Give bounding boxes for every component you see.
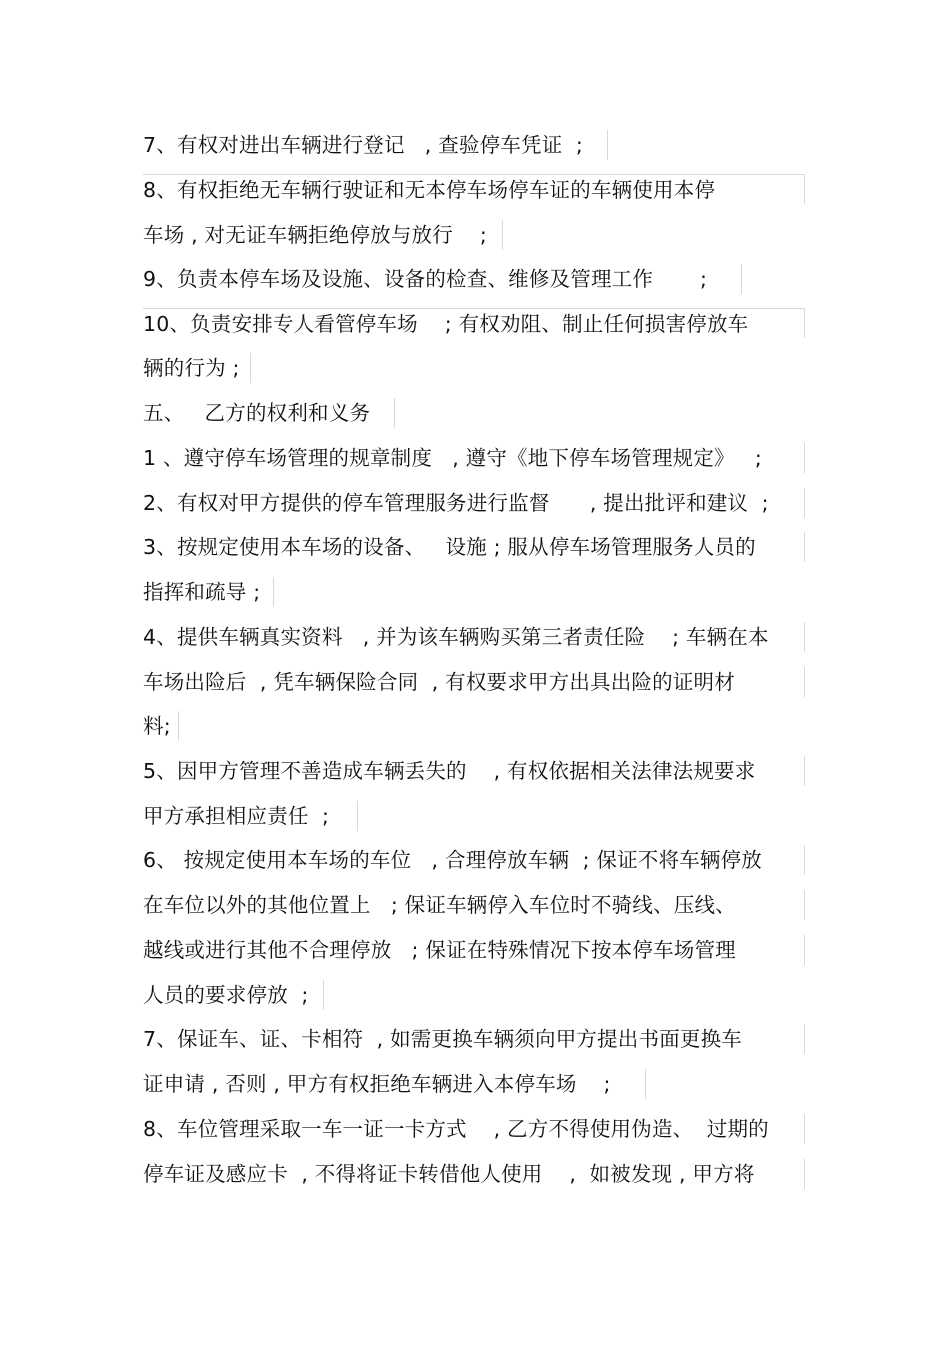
text-line: 车场出险后 , 凭车辆保险合同 , 有权要求甲方出具出险的证明材 [143,670,735,694]
cell-border [323,980,324,1010]
text-line: 6、 按规定使用本车场的车位 , 合理停放车辆 ; 保证不将车辆停放 [143,848,762,872]
text-line: 停车证及感应卡 , 不得将证卡转借他人使用 , 如被发现 , 甲方将 [143,1162,755,1186]
section-heading: 五、 乙方的权利和义务 [143,401,371,425]
cell-border [645,1069,646,1099]
text-line: 5、因甲方管理不善造成车辆丢失的 , 有权依据相关法律法规要求 [143,759,756,783]
text-line: 越线或进行其他不合理停放 ; 保证在特殊情况下按本停车场管理 [143,938,736,962]
text-line: 9、负责本停车场及设施、设备的检查、维修及管理工作 ; [143,267,708,291]
cell-border [804,532,805,562]
text-line: 3、按规定使用本车场的设备、 设施 ; 服从停车场管理服务人员的 [143,535,756,559]
text-line: 辆的行为 ; [143,356,240,380]
cell-border [804,1024,805,1054]
text-line: 2、有权对甲方提供的停车管理服务进行监督 , 提出批评和建议 ; [143,491,769,515]
cell-border [394,398,395,428]
cell-border [250,353,251,383]
cell-border [804,622,805,652]
cell-border [804,845,805,875]
text-line: 1 、遵守停车场管理的规章制度 , 遵守《地下停车场管理规定》 ; [143,446,762,470]
text-line: 4、提供车辆真实资料 , 并为该车辆购买第三者责任险 ; 车辆在本 [143,625,769,649]
text-line: 8、车位管理采取一车一证一卡方式 , 乙方不得使用伪造、 过期的 [143,1117,769,1141]
cell-border [804,667,805,697]
cell-border [804,308,805,338]
text-line: 证申请 , 否则 , 甲方有权拒绝车辆进入本停车场 ; [143,1072,611,1096]
cell-border [804,174,805,204]
cell-border [273,577,274,607]
cell-border [178,711,179,741]
cell-border [804,756,805,786]
cell-border [804,1114,805,1144]
cell-border [607,130,608,160]
text-line: 指挥和疏导 ; [143,580,261,604]
text-line: 料; [143,714,171,738]
cell-border [804,1159,805,1189]
cell-border [804,488,805,518]
text-line: 在车位以外的其他位置上 ; 保证车辆停入车位时不骑线、压线、 [143,893,736,917]
text-line: 8、有权拒绝无车辆行驶证和无本停车场停车证的车辆使用本停 [143,178,716,202]
cell-border [357,801,358,831]
text-line: 车场 , 对无证车辆拒绝停放与放行 ; [143,223,487,247]
cell-border [804,935,805,965]
cell-border [804,443,805,473]
text-line: 10、负责安排专人看管停车场 ; 有权劝阻、制止任何损害停放车 [143,312,749,336]
text-line: 7、保证车、证、卡相符 , 如需更换车辆须向甲方提出书面更换车 [143,1027,743,1051]
text-line: 7、有权对进出车辆进行登记 , 查验停车凭证 ; [143,133,583,157]
cell-border [741,264,742,294]
text-line: 人员的要求停放 ; [143,983,309,1007]
cell-border [804,890,805,920]
cell-border [502,220,503,250]
text-line: 甲方承担相应责任 ; [143,804,330,828]
